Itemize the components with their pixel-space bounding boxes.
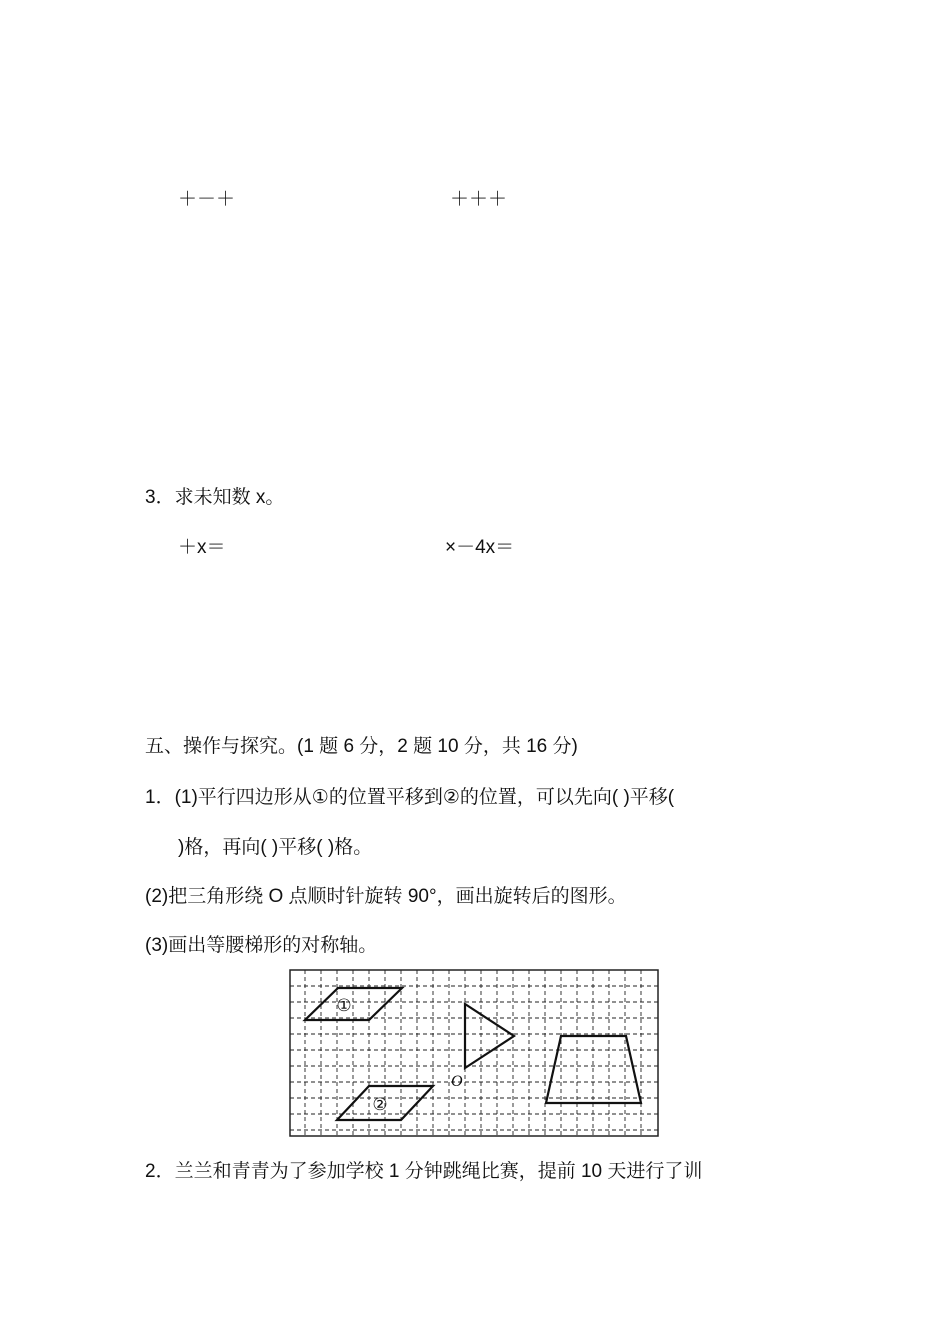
- expression-left: ＋－＋: [178, 189, 236, 210]
- equation-right: ×－4x＝: [445, 537, 515, 558]
- question-1-line-1: 1．(1)平行四边形从①的位置平移到②的位置，可以先向( )平移(: [145, 787, 675, 808]
- question-1-part-3: (3)画出等腰梯形的对称轴。: [145, 935, 378, 956]
- question-1-part-2: (2)把三角形绕 O 点顺时针旋转 90°，画出旋转后的图形。: [145, 886, 627, 907]
- isosceles-trapezoid: [546, 1036, 641, 1103]
- parallelogram-1-label: ①: [336, 996, 352, 1015]
- grid-figure: [289, 969, 659, 1137]
- section-5-heading: 五、操作与探究。(1 题 6 分，2 题 10 分，共 16 分): [145, 736, 578, 757]
- parallelogram-2-label: ②: [372, 1095, 388, 1114]
- grid-svg: [289, 969, 659, 1137]
- point-o-label: O: [451, 1073, 463, 1090]
- parallelogram-1: [305, 988, 402, 1020]
- triangle: [465, 1004, 514, 1068]
- equation-left: ＋x＝: [178, 537, 226, 558]
- question-2-line-1: 2．兰兰和青青为了参加学校 1 分钟跳绳比赛，提前 10 天进行了训: [145, 1161, 703, 1182]
- question-1-line-2: )格，再向( )平移( )格。: [178, 837, 373, 858]
- question-3-title: 3．求未知数 x。: [145, 487, 285, 508]
- expression-right: ＋＋＋: [450, 189, 508, 210]
